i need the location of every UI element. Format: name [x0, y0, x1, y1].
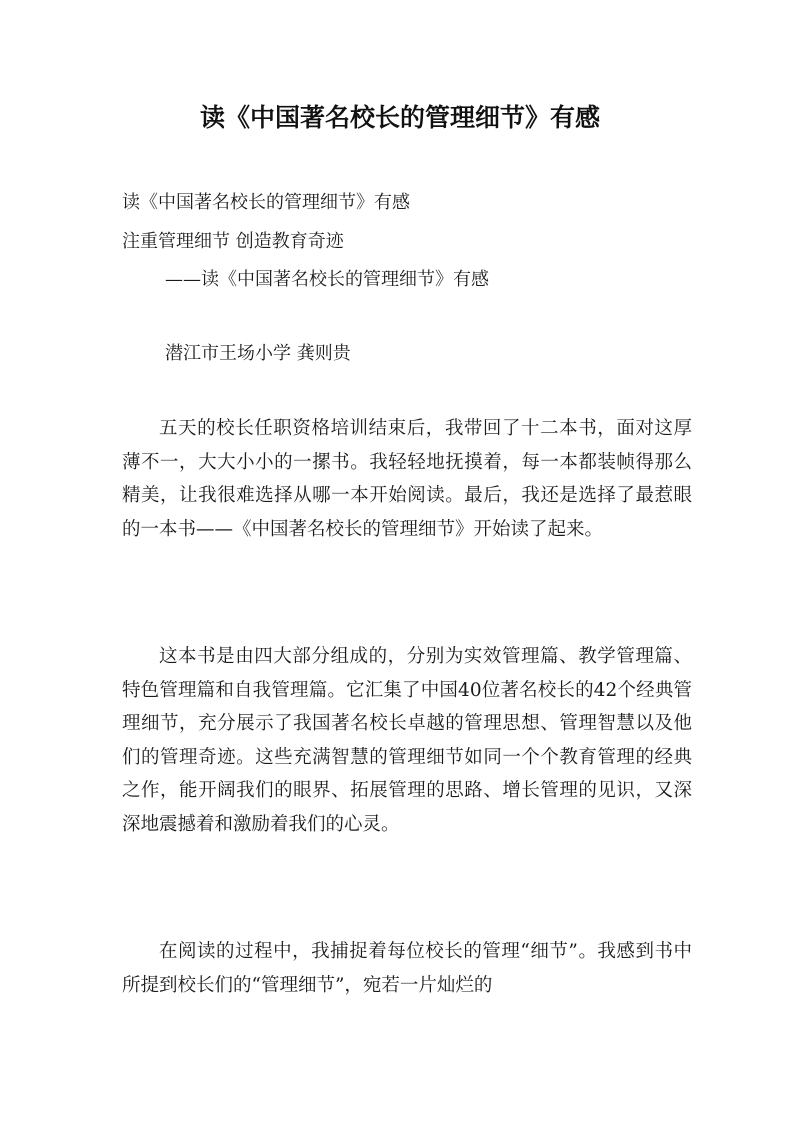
paragraph-1: 五天的校长任职资格培训结束后，我带回了十二本书，面对这厚薄不一，大大小小的一摞书。我轻轻地抚摸着，每一本都装帧得那么精美，让我很难选择从哪一本开始阅读。最后，我还是选择了最惹眼的一本书——《中国著名校长的管理细节》开始读了起来。 [122, 418, 692, 540]
intro-line-2: 注重管理细节 创造教育奇迹 [122, 231, 344, 252]
paragraph-2: 这本书是由四大部分组成的，分别为实效管理篇、教学管理篇、特色管理篇和自我管理篇。它汇集了中国40位著名校长的42个经典管理细节，充分展示了我国著名校长卓越的管理思想、管理智慧以及他们的管理奇迹。这些充满智慧的管理细节如同一个个教育管理的经典之作，能开阔我们的眼界、拓展管理的思路、增长管理的见识，又深深地震撼着和激励着我们的心灵。 [122, 646, 692, 835]
intro-line-3: ——读《中国著名校长的管理细节》有感 [165, 269, 489, 290]
intro-line-1: 读《中国著名校长的管理细节》有感 [122, 192, 410, 213]
document-title: 读《中国著名校长的管理细节》有感 [199, 103, 600, 132]
paragraph-3: 在阅读的过程中，我捕捉着每位校长的管理“细节”。我感到书中所提到校长们的“管理细节”，宛若一片灿烂的 [122, 941, 692, 996]
author-line: 潜江市王场小学 龚则贵 [165, 343, 351, 364]
